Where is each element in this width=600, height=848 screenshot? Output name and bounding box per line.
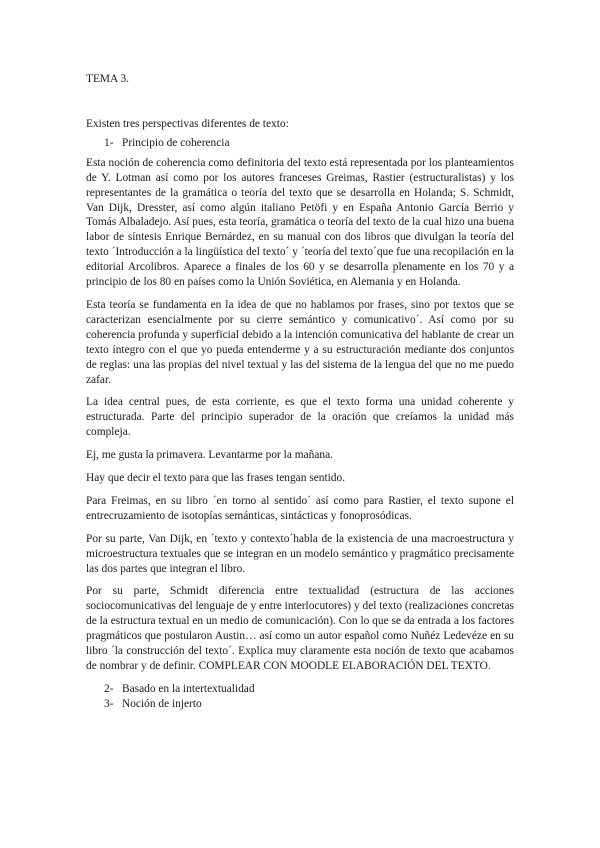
list-item [86, 697, 514, 712]
perspectives-list-first [86, 136, 514, 151]
paragraph: Para Freimas, en su libro ´en torno al sentido´ así como para Rastier, el texto supone el entrecruzamiento de isotopías semánticas, sintácticas y fonoprosódicas. [86, 494, 514, 522]
paragraph: Esta noción de coherencia como definitoria del texto está representada por los planteamientos de Y. Lotman así como por los autores franceses Greimas, Rastier (estructuralistas) y los representantes de la gramática o teoría del texto que se desarrolla en Holanda; S. Schmidt, Van Dijk, Dresster, así como algún italiano Petöfi y en España Antonio García Berrio y Tomás Albaladejo. Así pues, esta teoría, gramática o teoría del texto de la cual hizo una buena labor de síntesis Enrique Bernárdez, en su manual con dos libros que divulgan la teoría del texto ´Introducción a la lingüística del texto´ y ´teoría del texto´que fue una recopilación en la editorial Arcolibros. Aparece a finales de los 60 y se desarrolla plenamente en los 70 y a principio de los 80 en países como la Unión Soviética, en Alemania y en Holanda. [86, 156, 514, 289]
document-body [86, 117, 514, 712]
intro-text: Existen tres perspectivas diferentes de texto: [86, 118, 289, 130]
list-item-label: Noción de injerto [122, 697, 202, 710]
paragraph: Ej, me gusta la primavera. Levantarme por la mañana. [86, 449, 334, 462]
paragraph: Esta teoría se fundamenta en la idea de que no hablamos por frases, sino por textos que se caracterizan esencialmente por su cierre semántico y comunicativo´. Así como por su coherencia profunda y superficial debido a la intención comunicativa del hablante de crear un texto íntegro con el que yo pueda entenderme y a su estructuración mediante dos conjuntos de reglas: una las propias del nivel textual y las del sistema de la lengua del que no me puedo zafar. [86, 298, 514, 386]
paragraph: Por su parte, Van Dijk, en ´texto y contexto´habla de la existencia de una macroestructura y microestructura textuales que se integran en un modelo semántico y pragmático precisamente las dos partes que integran el libro. [86, 532, 514, 575]
list-item [86, 136, 514, 151]
perspectives-list-second [86, 682, 514, 712]
paragraph: Por su parte, Schmidt diferencia entre textualidad (estructura de las acciones sociocomunicativas del lenguaje de y entre interlocutores) y del texto (realizaciones concretas de la estructura textual en un medio de comunicación). Con lo que se da entrada a los factores pragmáticos que postularon Austin… así como un autor español como Nuñéz Ledevéze en su libro ´la construcción del texto´. Explica muy claramente esta noción de texto que acabamos de nombrar y de definir. COMPLEAR CON MOODLE ELABORACIÓN DEL TEXTO. [86, 585, 514, 672]
list-item [86, 682, 514, 697]
list-item-number: 1- [104, 136, 114, 149]
page-title: TEMA 3. [86, 73, 130, 85]
paragraph: La idea central pues, de esta corriente, es que el texto forma una unidad coherente y estructurada. Parte del principio superador de la oración que creíamos la unidad más compleja. [86, 396, 514, 439]
list-item-label: Basado en la intertextualidad [122, 682, 255, 695]
list-item-label: Principio de coherencia [122, 136, 230, 149]
list-item-number: 3- [104, 697, 114, 710]
paragraph: Hay que decir el texto para que las frases tengan sentido. [86, 472, 346, 485]
list-item-number: 2- [104, 682, 114, 695]
